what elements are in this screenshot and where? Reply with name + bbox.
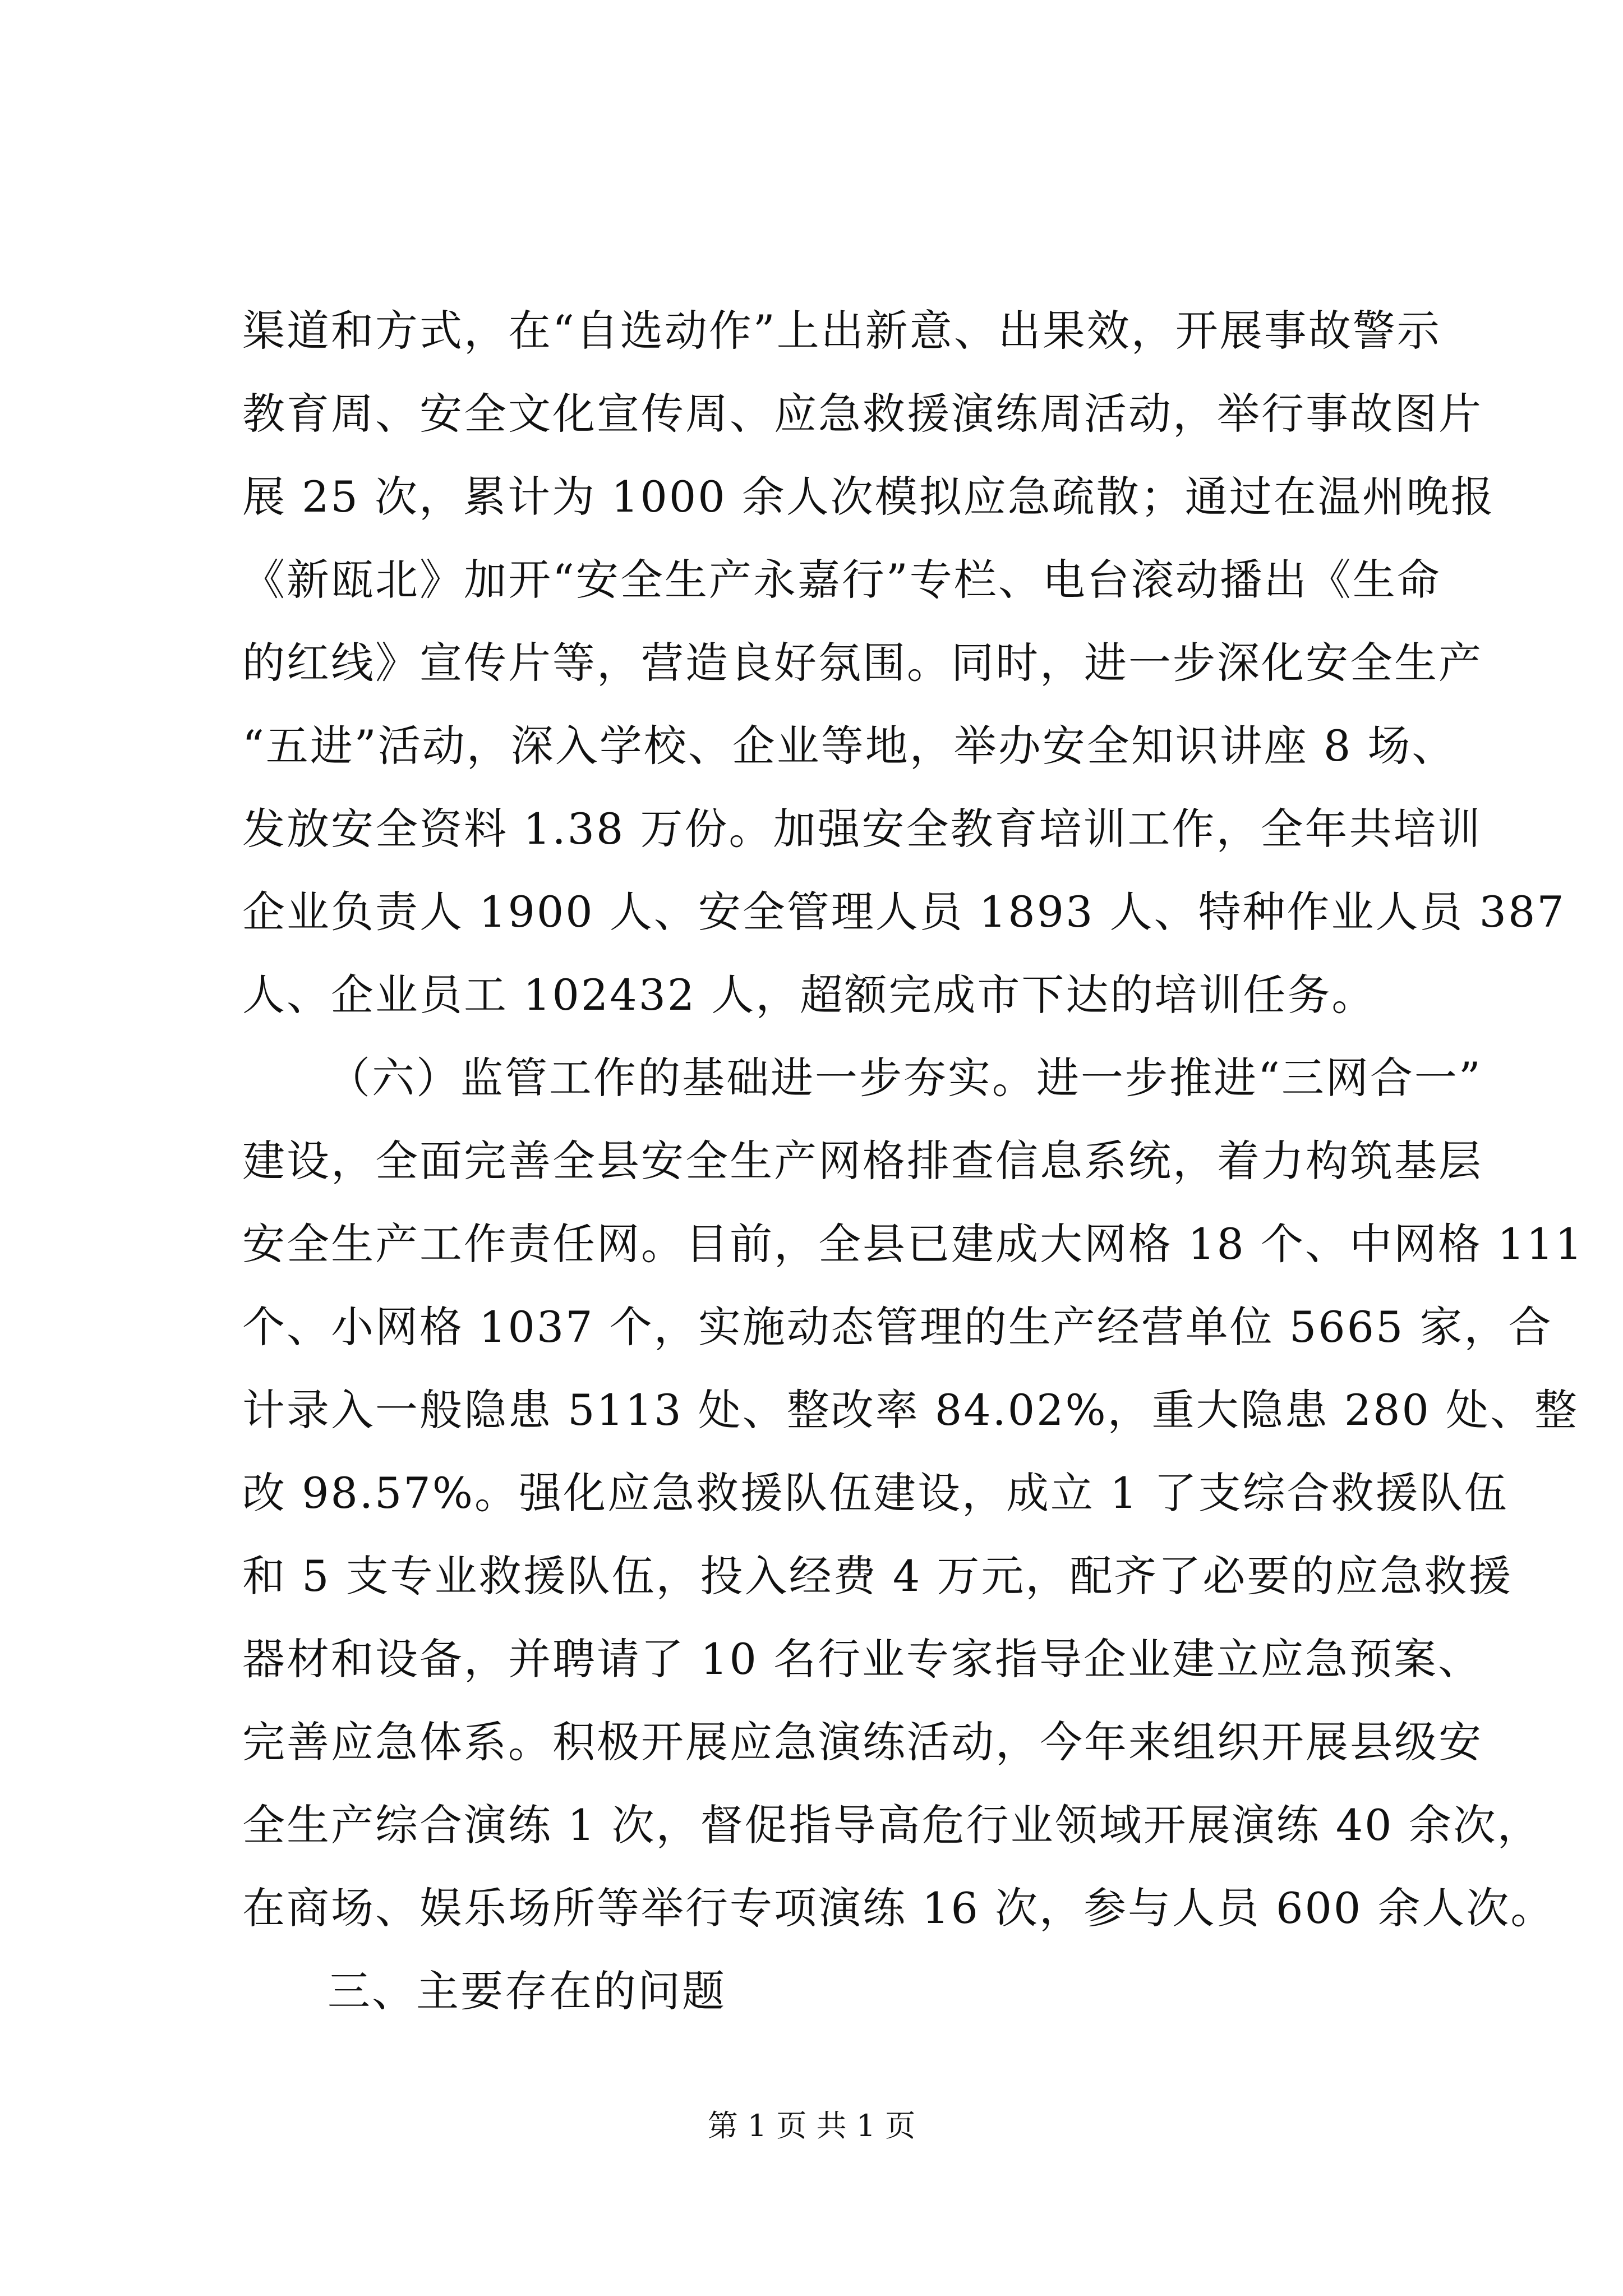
paragraph-line: 的红线》宣传片等，营造良好氛围。同时，进一步深化安全生产 xyxy=(242,638,1483,688)
paragraph-line: 全生产综合演练 1 次，督促指导高危行业领域开展演练 40 余次， xyxy=(242,1800,1542,1850)
paragraph-line: 计录入一般隐患 5113 处、整改率 84.02%，重大隐患 280 处、整 xyxy=(242,1385,1579,1435)
paragraph-line: 展 25 次，累计为 1000 余人次模拟应急疏散；通过在温州晚报 xyxy=(242,472,1495,522)
paragraph-line: 发放安全资料 1.38 万份。加强安全教育培训工作，全年共培训 xyxy=(242,804,1482,854)
paragraph-line: 人、企业员工 102432 人，超额完成市下达的培训任务。 xyxy=(242,970,1376,1020)
page-number-label: 第 1 页 共 1 页 xyxy=(707,2108,916,2143)
paragraph-line: 教育周、安全文化宣传周、应急救援演练周活动，举行事故图片 xyxy=(242,389,1483,439)
paragraph-line: 建设，全面完善全县安全生产网格排查信息系统，着力构筑基层 xyxy=(242,1136,1483,1186)
page-footer xyxy=(0,2104,1623,2148)
paragraph-line: 安全生产工作责任网。目前，全县已建成大网格 18 个、中网格 111 xyxy=(242,1219,1584,1269)
paragraph-line: “五进”活动，深入学校、企业等地，举办安全知识讲座 8 场、 xyxy=(242,721,1456,771)
paragraph-line: 个、小网格 1037 个，实施动态管理的生产经营单位 5665 家，合 xyxy=(242,1302,1553,1352)
section-heading: 三、主要存在的问题 xyxy=(328,1966,726,2016)
paragraph-line: 改 98.57%。强化应急救援队伍建设，成立 1 了支综合救援队伍 xyxy=(242,1468,1509,1518)
paragraph-line: 器材和设备，并聘请了 10 名行业专家指导企业建立应急预案、 xyxy=(242,1634,1483,1684)
paragraph-line: 和 5 支专业救援队伍，投入经费 4 万元，配齐了必要的应急救援 xyxy=(242,1551,1513,1601)
paragraph-line: （六）监管工作的基础进一步夯实。进一步推进“三网合一” xyxy=(328,1053,1482,1103)
paragraph-line: 在商场、娱乐场所等举行专项演练 16 次，参与人员 600 余人次。 xyxy=(242,1883,1555,1933)
paragraph-line: 完善应急体系。积极开展应急演练活动，今年来组织开展县级安 xyxy=(242,1717,1483,1767)
paragraph-line: 《新瓯北》加开“安全生产永嘉行”专栏、电台滚动播出《生命 xyxy=(242,555,1441,605)
paragraph-line: 渠道和方式，在“自选动作”上出新意、出果效，开展事故警示 xyxy=(242,306,1441,356)
paragraph-line: 企业负责人 1900 人、安全管理人员 1893 人、特种作业人员 387 xyxy=(242,887,1566,937)
